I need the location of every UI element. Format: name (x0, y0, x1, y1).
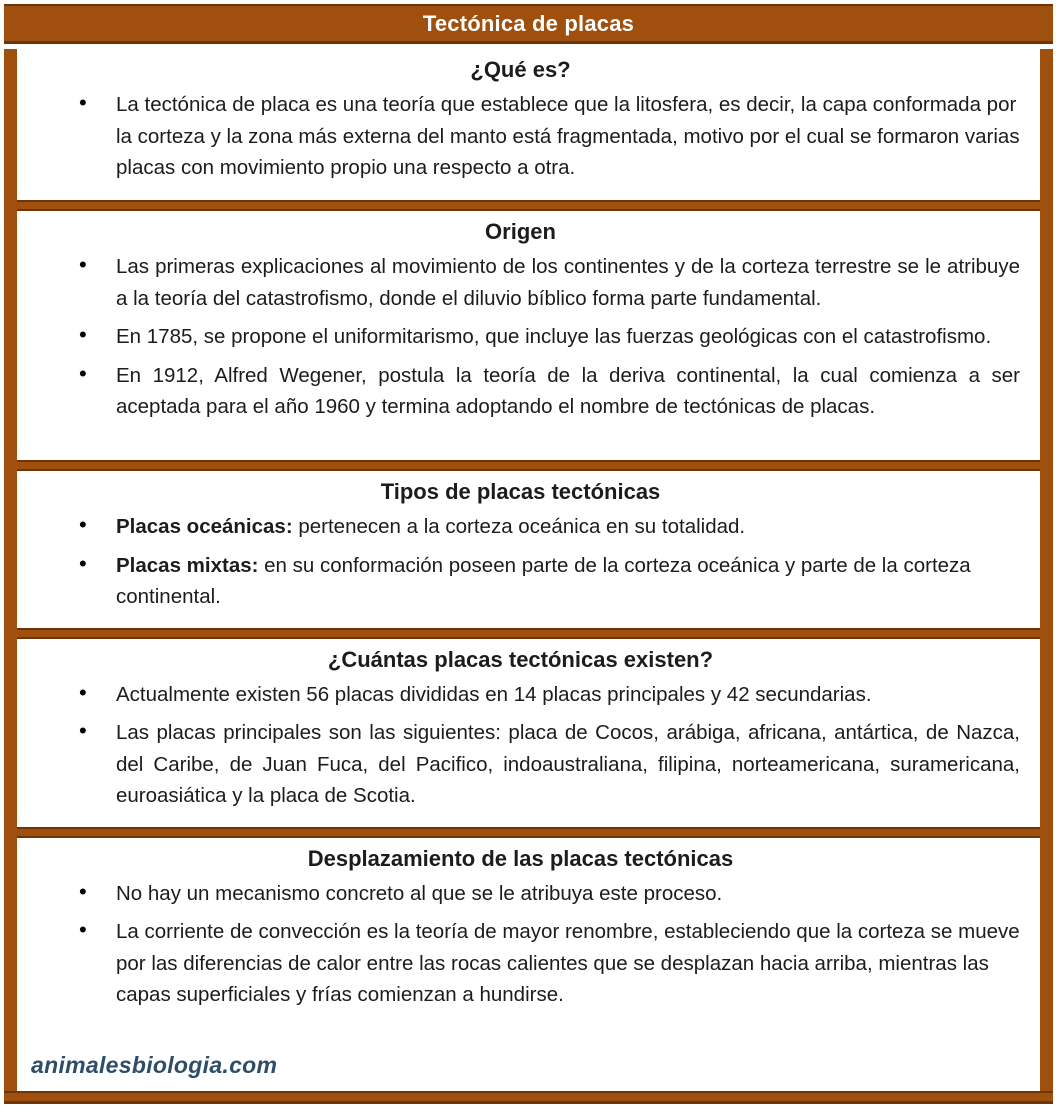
section-heading: ¿Qué es? (470, 57, 571, 82)
content-frame (4, 49, 1053, 1091)
bullet-text (116, 882, 722, 905)
list-item (21, 916, 1020, 1011)
bullet-body: En 1785, se propone el uniformitarismo, que incluye las fuerzas geológicas con el catastrofismo. (116, 325, 992, 348)
bullet-body: Las placas principales son las siguientes: placa de Cocos, arábiga, africana, antártica, de Nazca, del Caribe, de Juan Fuca, del Pacifico, indoaustraliana, filipina, norteamericana, suramericana, euroasiática y la placa de Scotia. (116, 721, 1020, 807)
bullet-icon: • (79, 252, 87, 277)
list-item (21, 89, 1020, 184)
bullet-body: pertenecen a la corteza oceánica en su totalidad. (292, 515, 746, 538)
section-heading: Origen (485, 219, 556, 244)
section-divider (17, 200, 1040, 211)
list-item (21, 550, 1020, 613)
sections-container (17, 49, 1040, 1026)
bullet-icon: • (79, 917, 87, 942)
bullet-text (116, 325, 991, 348)
bullet-text (116, 683, 872, 706)
bullet-body: Actualmente existen 56 placas divididas en 14 placas principales y 42 secundarias. (116, 682, 872, 706)
section (17, 211, 1040, 460)
list-item (21, 321, 1020, 353)
bullet-icon: • (79, 718, 87, 743)
list-item (21, 717, 1020, 812)
section-divider (17, 827, 1040, 838)
site-watermark: animalesbiologia.com (31, 1051, 278, 1078)
section-divider (17, 628, 1040, 639)
bullet-list (21, 878, 1020, 1011)
bullet-lead: Placas mixtas: (116, 553, 259, 577)
title-bar (4, 4, 1053, 44)
bullet-text (116, 93, 1020, 179)
bullet-icon: • (79, 90, 87, 115)
section-heading: ¿Cuántas placas tectónicas existen? (327, 646, 714, 672)
bullet-text (116, 515, 745, 538)
bullet-body: En 1912, Alfred Wegener, postula la teoría de la deriva continental, la cual comienza a ser aceptada para el año 1960 y termina adoptando el nombre de tectónicas de placas. (116, 363, 1020, 418)
bottom-border-bar (4, 1091, 1053, 1104)
bullet-body: La tectónica de placa es una teoría que establece que la litosfera, es decir, la capa conformada por la corteza y la zona más externa del manto está fragmentada, motivo por el cual se formaron varias placas con movimiento propio una respecto a otra. (116, 93, 1020, 179)
bullet-icon: • (79, 360, 87, 386)
section (17, 471, 1040, 628)
bullet-icon: • (79, 679, 87, 705)
bullet-list (21, 679, 1020, 812)
list-item (21, 878, 1020, 910)
bullet-text (116, 920, 1020, 1006)
bullet-text (116, 721, 1020, 807)
list-item (21, 360, 1020, 423)
bullet-icon: • (79, 322, 87, 347)
bullet-list (21, 251, 1020, 423)
section (17, 639, 1040, 827)
bullet-text (116, 364, 1020, 419)
bullet-icon: • (79, 878, 87, 904)
bullet-body: No hay un mecanismo concreto al que se le atribuya este proceso. (116, 881, 723, 905)
list-item (21, 511, 1020, 543)
section-heading: Tipos de placas tectónicas (380, 479, 661, 504)
footer (17, 1026, 1040, 1091)
section (17, 49, 1040, 200)
bullet-body: Las primeras explicaciones al movimiento de los continentes y de la corteza terrestre se le atribuye a la teoría del catastrofismo, donde el diluvio bíblico forma parte fundamental. (116, 255, 1020, 310)
bullet-body: en su conformación poseen parte de la corteza oceánica y parte de la corteza continental. (116, 553, 971, 608)
bullet-list (21, 511, 1020, 613)
bullet-icon: • (79, 512, 87, 537)
bullet-body: La corriente de convección es la teoría de mayor renombre, estableciendo que la corteza se mueve por las diferencias de calor entre las rocas calientes que se desplazan hacia arriba, mientras las capas superficiales y frías comienzan a hundirse. (116, 920, 1020, 1006)
bullet-text (116, 255, 1020, 310)
bullet-text (116, 554, 971, 609)
bullet-icon: • (79, 550, 87, 576)
bullet-list (21, 89, 1020, 184)
section (17, 838, 1040, 1026)
page-title: Tectónica de placas (422, 11, 635, 36)
list-item (21, 679, 1020, 711)
list-item (21, 251, 1020, 314)
section-heading: Desplazamiento de las placas tectónicas (307, 845, 734, 871)
bullet-lead: Placas oceánicas: (116, 515, 293, 538)
section-divider (17, 460, 1040, 471)
